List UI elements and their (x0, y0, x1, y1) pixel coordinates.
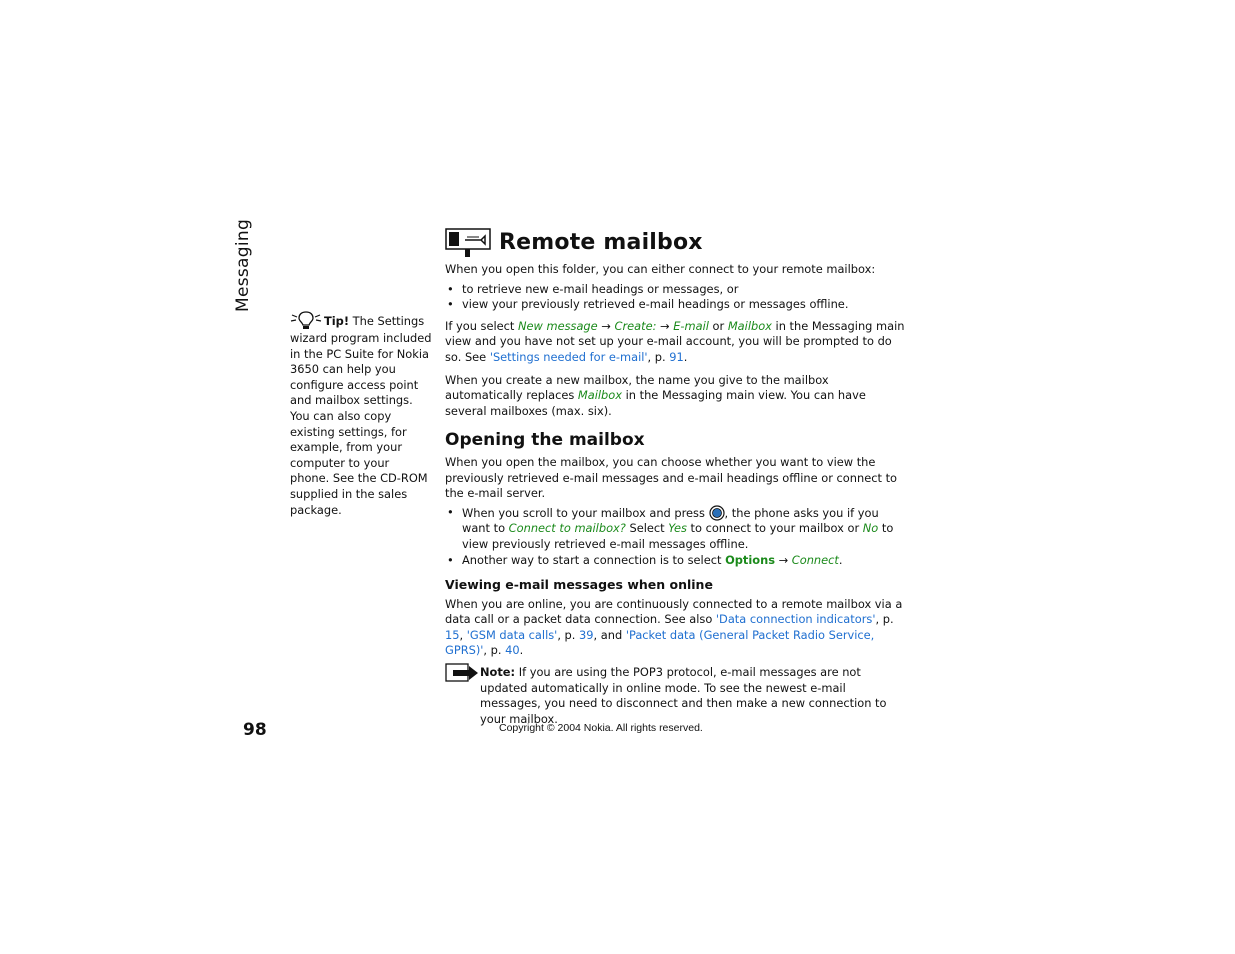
note-label: Note: (480, 665, 516, 680)
menu-mailbox: Mailbox (727, 318, 772, 333)
create-paragraph: When you create a new mailbox, the name you give to the mailbox automatically replaces Mailbox in the Messaging main view. You can have several mailboxes (max. six). (445, 372, 866, 418)
title-row (445, 228, 905, 258)
select-key-icon (709, 505, 725, 521)
page-number: 98 (243, 720, 267, 740)
intro-paragraph: When you open this folder, you can either connect to your remote mailbox: (445, 262, 876, 276)
menu-create: Create: (614, 318, 657, 333)
menu-mailbox-2: Mailbox (577, 388, 622, 403)
note-text: If you are using the POP3 protocol, e-mail messages are not updated automatically in online mode. To see the newest e-mail messages, you need to disconnect and then make a new connection to your mailbox. (480, 665, 887, 726)
copyright: Copyright © 2004 Nokia. All rights reserved. (499, 722, 703, 734)
link-gsm-data-calls[interactable]: 'GSM data calls' (466, 627, 558, 642)
option-yes: Yes (668, 521, 687, 536)
tip-sidebar (290, 309, 432, 518)
list-item: • to retrieve new e-mail headings or messages, or (445, 282, 905, 298)
main-content (445, 228, 905, 727)
intro-bullets (445, 282, 905, 313)
tip-label: Tip! (324, 314, 350, 328)
link-settings-email[interactable]: 'Settings needed for e-mail' (489, 349, 648, 364)
page-title: Remote mailbox (499, 230, 703, 256)
select-paragraph: If you select New message → Create: → E-mail or Mailbox in the Messaging main view and you have not set up your e-mail account, you will be prompted to do so. See 'Settings needed for e-mail', p. 91. (445, 318, 905, 364)
section-tab: Messaging (233, 218, 253, 312)
list-item: • view your previously retrieved e-mail headings or messages offline. (445, 297, 905, 313)
menu-email: E-mail (673, 318, 709, 333)
opening-bullets (445, 505, 905, 568)
tip-text: The Settings wizard program included in the PC Suite for Nokia 3650 can help you configure access point and mailbox settings. You can also copy existing settings, for example, from your computer to your phone. See the CD-ROM supplied in the sales package. (290, 314, 432, 517)
prompt-connect: Connect to mailbox? (508, 521, 626, 536)
list-item: • When you scroll to your mailbox and press , the phone asks you if you want to Connect to mailbox? Select Yes to connect to your mailbox or No to view previously retrieved e-mail messages offline. (445, 505, 905, 553)
online-paragraph: When you are online, you are continuously connected to a remote mailbox via a data call or a packet data connection. See also 'Data connection indicators', p. 15, 'GSM data calls', p. 39, and 'Packet data (General Packet Radio Service, GPRS)', p. 40. (445, 596, 903, 658)
menu-new-message: New message (518, 318, 598, 333)
link-page-39[interactable]: 39 (579, 627, 594, 642)
link-data-connection-indicators[interactable]: 'Data connection indicators' (715, 612, 876, 627)
section-heading-opening: Opening the mailbox (445, 430, 645, 451)
note-box (445, 665, 905, 727)
link-packet-data[interactable]: 'Packet data (General Packet Radio Service, GPRS)' (445, 627, 875, 658)
menu-connect: Connect (791, 552, 839, 567)
opening-paragraph: When you open the mailbox, you can choose whether you want to view the previously retrieved e-mail messages and e-mail headings offline or connect to the e-mail server. (445, 454, 898, 501)
lightbulb-icon (290, 309, 322, 331)
list-item: • Another way to start a connection is to select Options → Connect. (445, 553, 905, 569)
mailbox-icon (445, 228, 493, 258)
link-page-40[interactable]: 40 (505, 643, 520, 658)
note-arrow-icon (445, 663, 479, 683)
subsection-heading-online: Viewing e-mail messages when online (445, 577, 713, 593)
link-page-91[interactable]: 91 (669, 349, 684, 364)
menu-options: Options (725, 552, 775, 567)
option-no: No (862, 521, 879, 536)
link-page-15[interactable]: 15 (445, 627, 460, 642)
